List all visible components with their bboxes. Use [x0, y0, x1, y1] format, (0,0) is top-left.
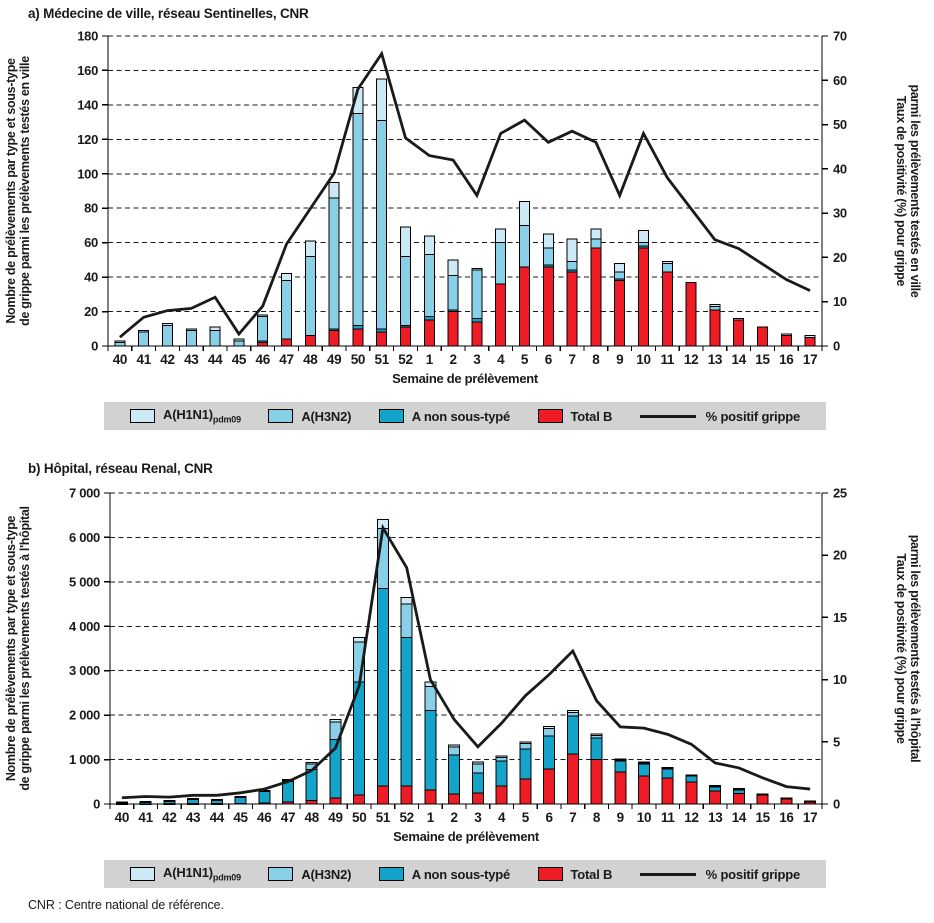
positivity-line: [122, 528, 810, 798]
bar-segment-total-b: [662, 272, 672, 346]
bar-segment-a-h1n1-pdm09: [472, 269, 482, 271]
bar-segment-a-h3n2-: [544, 728, 555, 736]
bar-segment-a-h3n2-: [449, 747, 460, 755]
bar-segment-a-h1n1-pdm09: [354, 637, 365, 641]
bar-segment-a-h1n1-pdm09: [496, 229, 506, 243]
bar-segment-a-h3n2-: [472, 270, 482, 318]
y-tick-label-left: 20: [84, 304, 98, 320]
positivity-line-icon: [640, 415, 696, 418]
x-tick-label: 10: [636, 810, 652, 825]
h3n2-swatch-icon: [268, 867, 293, 881]
bar-segment-total-b: [377, 786, 388, 804]
bar-segment-total-b: [686, 282, 696, 346]
y-tick-label-left: 140: [77, 97, 98, 113]
y-axis-label-right: parmi les prélèvements testés en ville: [908, 84, 922, 298]
x-tick-label: 44: [207, 352, 223, 367]
x-tick-label: 43: [184, 352, 199, 367]
y-tick-label-left: 120: [77, 131, 98, 147]
bar-segment-a-h1n1-pdm09: [164, 800, 175, 801]
bar-segment-a-non-sous-typ-: [353, 325, 363, 328]
bar-segment-a-h1n1-pdm09: [662, 768, 673, 769]
y-tick-label-left: 2 000: [68, 707, 100, 723]
bar-segment-a-h1n1-pdm09: [734, 318, 744, 320]
bar-segment-total-b: [615, 772, 626, 804]
chart-b-title: b) Hôpital, réseau Renal, CNR: [28, 461, 213, 476]
legend-item-positivity-line: [640, 409, 800, 424]
bar-segment-a-non-sous-typ-: [615, 761, 626, 772]
bar-segment-total-b: [329, 331, 339, 347]
bar-segment-a-h1n1-pdm09: [211, 800, 222, 801]
bar-segment-total-b: [591, 248, 601, 346]
a-non-soustype-swatch-icon: [379, 867, 404, 881]
legend-label-positivity: % positif grippe: [705, 866, 800, 882]
legend-label-total-b: Total B: [570, 866, 613, 882]
legend-label-a-non-soustype: A non sous-typé: [411, 408, 511, 424]
bar-segment-a-non-sous-typ-: [520, 749, 531, 779]
bar-segment-a-h1n1-pdm09: [188, 799, 199, 800]
bar-segment-total-b: [686, 782, 697, 804]
x-tick-label: 8: [592, 810, 601, 825]
bar-segment-a-h3n2-: [258, 317, 268, 341]
x-tick-label: 4: [497, 352, 505, 367]
bar-segment-total-b: [377, 332, 387, 346]
y-tick-label-left: 1 000: [68, 752, 100, 768]
bar-segment-a-h3n2-: [305, 256, 315, 335]
bar-segment-a-h1n1-pdm09: [496, 756, 507, 757]
legend-label-total-b: Total B: [570, 408, 613, 424]
bar-segment-total-b: [448, 312, 458, 346]
y-tick-label-right: 25: [833, 485, 847, 501]
x-tick-label: 8: [592, 352, 600, 367]
bar-segment-a-non-sous-typ-: [544, 736, 555, 769]
bar-segment-a-h1n1-pdm09: [710, 305, 720, 307]
bar-segment-total-b: [258, 343, 268, 346]
bar-segment-a-non-sous-typ-: [283, 781, 294, 801]
bar-segment-total-b: [401, 327, 411, 346]
x-tick-label: 17: [802, 810, 818, 825]
legend-item-h3n2: [268, 409, 351, 424]
bar-segment-a-h1n1-pdm09: [567, 239, 577, 261]
bar-segment-a-h3n2-: [234, 341, 244, 346]
bar-segment-total-b: [639, 776, 650, 804]
x-tick-label: 49: [328, 810, 343, 825]
bar-segment-total-b: [781, 799, 792, 804]
positivity-line-icon: [640, 873, 696, 876]
y-tick-label-right: 5: [833, 734, 840, 750]
bar-segment-a-h3n2-: [401, 256, 411, 325]
x-tick-label: 14: [731, 810, 747, 825]
x-tick-label: 16: [779, 810, 794, 825]
bar-segment-a-h1n1-pdm09: [186, 329, 196, 331]
bar-segment-a-h1n1-pdm09: [305, 241, 315, 257]
legend-item-a-non-soustype: [379, 409, 510, 424]
bar-segment-a-h1n1-pdm09: [639, 231, 649, 243]
bar-segment-total-b: [733, 793, 744, 804]
y-axis-label-left: de grippe parmi les prélèvements testés à l'hôpital: [18, 506, 32, 791]
h1n1-swatch-icon: [130, 867, 155, 881]
y-tick-label-right: 40: [833, 161, 847, 177]
y-tick-label-right: 10: [833, 294, 847, 310]
x-tick-label: 1: [426, 810, 435, 825]
footnote-cnr: CNR : Centre national de référence.: [28, 898, 224, 912]
x-tick-label: 15: [755, 810, 770, 825]
bar-segment-a-h3n2-: [353, 114, 363, 326]
y-tick-label-right: 0: [833, 796, 840, 812]
x-tick-label: 3: [474, 810, 482, 825]
x-tick-label: 6: [545, 810, 553, 825]
bar-segment-a-non-sous-typ-: [686, 776, 697, 782]
bar-segment-total-b: [758, 327, 768, 346]
bar-segment-a-h3n2-: [805, 801, 816, 802]
y-tick-label-right: 60: [833, 72, 847, 88]
bar-segment-a-h1n1-pdm09: [258, 315, 268, 317]
x-axis-label: Semaine de prélèvement: [392, 371, 538, 386]
x-tick-label: 49: [326, 352, 342, 367]
y-tick-label-left: 6 000: [68, 529, 100, 545]
y-tick-label-right: 10: [833, 672, 847, 688]
x-tick-label: 52: [398, 352, 413, 367]
x-tick-label: 44: [209, 810, 225, 825]
x-tick-label: 13: [707, 810, 723, 825]
bar-segment-a-h3n2-: [448, 275, 458, 309]
bar-segment-a-non-sous-typ-: [377, 329, 387, 332]
y-axis-label-right: Taux de positivité (%) pour grippe: [894, 553, 908, 744]
bar-segment-a-h3n2-: [116, 802, 127, 803]
positivity-line: [120, 54, 810, 337]
x-tick-label: 16: [779, 352, 794, 367]
chart-b-plot: [0, 478, 934, 856]
bar-segment-a-h1n1-pdm09: [544, 726, 555, 728]
total-b-swatch-icon: [538, 409, 563, 423]
bar-segment-a-non-sous-typ-: [424, 317, 434, 320]
bar-segment-a-h1n1-pdm09: [520, 201, 530, 225]
legend-label-h1n1: $A(H1N1)_{pdm09}$: [163, 865, 241, 883]
y-axis-label-left: de grippe parmi les prélèvements testés en ville: [18, 56, 32, 326]
bar-segment-a-h1n1-pdm09: [615, 263, 625, 272]
y-tick-label-left: 4 000: [68, 618, 100, 634]
bar-segment-total-b: [639, 248, 649, 346]
bar-segment-a-h1n1-pdm09: [115, 341, 125, 343]
y-axis-label-left: Nombre de prélèvements par type et sous-type: [4, 58, 18, 324]
x-tick-label: 45: [231, 352, 247, 367]
y-axis-label-left: Nombre de prélèvements par type et sous-type: [4, 515, 18, 782]
x-tick-label: 48: [303, 352, 318, 367]
bar-segment-a-non-sous-typ-: [401, 637, 412, 786]
bar-segment-a-h1n1-pdm09: [377, 79, 387, 120]
bar-segment-a-h1n1-pdm09: [449, 745, 460, 747]
bar-segment-total-b: [496, 284, 506, 346]
a-non-soustype-swatch-icon: [379, 409, 404, 423]
bar-segment-a-h3n2-: [472, 764, 483, 773]
x-tick-label: 42: [162, 810, 177, 825]
x-tick-label: 6: [544, 352, 552, 367]
bar-segment-a-h1n1-pdm09: [662, 262, 672, 264]
bar-segment-a-non-sous-typ-: [449, 755, 460, 794]
legend-label-a-non-soustype: A non sous-typé: [411, 866, 511, 882]
x-tick-label: 11: [660, 352, 675, 367]
x-tick-label: 45: [233, 810, 248, 825]
bar-segment-total-b: [449, 794, 460, 804]
bar-segment-a-h3n2-: [163, 325, 173, 346]
x-tick-label: 47: [280, 810, 296, 825]
x-tick-label: 13: [707, 352, 723, 367]
bar-segment-a-h3n2-: [591, 239, 601, 248]
bar-segment-a-non-sous-typ-: [639, 764, 650, 776]
x-tick-label: 12: [684, 810, 699, 825]
bar-segment-a-h1n1-pdm09: [567, 711, 578, 713]
bar-segment-total-b: [520, 779, 531, 804]
bar-segment-a-h3n2-: [639, 243, 649, 246]
y-tick-label-left: 100: [77, 166, 98, 182]
bar-segment-a-h3n2-: [424, 255, 434, 317]
bar-segment-a-h3n2-: [377, 120, 387, 328]
legend-label-positivity: % positif grippe: [705, 408, 800, 424]
x-tick-label: 46: [257, 810, 272, 825]
x-tick-label: 10: [636, 352, 651, 367]
bar-segment-a-h3n2-: [496, 757, 507, 761]
bar-segment-a-non-sous-typ-: [472, 318, 482, 321]
bar-segment-a-h3n2-: [543, 248, 553, 265]
x-tick-label: 15: [755, 352, 770, 367]
y-tick-label-left: 180: [77, 28, 98, 44]
x-tick-label: 12: [683, 352, 699, 367]
bar-segment-total-b: [496, 786, 507, 804]
bar-segment-a-h1n1-pdm09: [139, 331, 149, 333]
bar-segment-a-h1n1-pdm09: [401, 227, 411, 256]
legend-item-total-b: [538, 867, 613, 882]
bar-segment-total-b: [662, 778, 673, 804]
bar-segment-a-non-sous-typ-: [710, 787, 721, 791]
x-axis-label: Semaine de prélèvement: [393, 829, 539, 844]
bar-segment-a-h3n2-: [496, 243, 506, 284]
bar-segment-a-h1n1-pdm09: [234, 339, 244, 341]
bar-segment-a-h3n2-: [567, 712, 578, 716]
legend-label-h3n2: A(H3N2): [301, 408, 352, 424]
bar-segment-total-b: [330, 798, 341, 804]
bar-segment-a-h3n2-: [520, 225, 530, 266]
legend-item-h3n2: [268, 867, 351, 882]
bar-segment-total-b: [401, 786, 412, 804]
bar-segment-a-h3n2-: [425, 686, 436, 710]
bar-segment-a-non-sous-typ-: [306, 769, 317, 800]
bar-segment-a-h3n2-: [186, 331, 196, 347]
legend-label-h1n1: $A(H1N1)_{pdm09}$: [163, 407, 241, 425]
y-tick-label-left: 7 000: [68, 485, 100, 501]
y-tick-label-right: 30: [833, 205, 847, 221]
bar-segment-a-h1n1-pdm09: [306, 763, 317, 764]
bar-segment-a-h3n2-: [401, 604, 412, 637]
x-tick-label: 2: [449, 352, 457, 367]
bar-segment-total-b: [805, 337, 815, 346]
bar-segment-a-non-sous-typ-: [425, 711, 436, 790]
bar-segment-a-h3n2-: [615, 272, 625, 279]
bar-segment-a-non-sous-typ-: [567, 716, 578, 754]
x-tick-label: 50: [351, 810, 367, 825]
x-tick-label: 50: [350, 352, 366, 367]
bar-segment-a-h1n1-pdm09: [710, 785, 721, 786]
y-tick-label-right: 70: [833, 28, 847, 44]
bar-segment-a-non-sous-typ-: [781, 798, 792, 799]
bar-segment-a-h1n1-pdm09: [543, 234, 553, 248]
bar-segment-a-h1n1-pdm09: [163, 324, 173, 326]
bar-segment-a-h3n2-: [710, 306, 720, 309]
legend-item-h1n1: [130, 865, 241, 883]
y-tick-label-left: 3 000: [68, 663, 100, 679]
x-tick-label: 41: [138, 810, 153, 825]
x-tick-label: 14: [731, 352, 746, 367]
bar-segment-a-h1n1-pdm09: [448, 260, 458, 276]
chart-a-title: a) Médecine de ville, réseau Sentinelles, CNR: [28, 6, 309, 21]
bar-segment-a-non-sous-typ-: [259, 792, 270, 804]
bar-segment-total-b: [282, 339, 292, 346]
bar-segment-a-non-sous-typ-: [591, 738, 602, 759]
bar-segment-a-h1n1-pdm09: [235, 796, 246, 797]
legend-item-positivity-line: [640, 867, 800, 882]
chart-a-plot: [0, 0, 934, 396]
x-tick-label: 1: [425, 352, 433, 367]
x-tick-label: 42: [160, 352, 175, 367]
bar-segment-total-b: [472, 793, 483, 804]
total-b-swatch-icon: [538, 867, 563, 881]
x-tick-label: 51: [375, 810, 391, 825]
bar-segment-a-h3n2-: [139, 332, 149, 346]
x-tick-label: 3: [473, 352, 481, 367]
y-axis-label-right: parmi les prélèvements testés à l'hôpital: [908, 534, 922, 763]
bar-segment-a-h3n2-: [757, 794, 768, 795]
y-tick-label-left: 0: [91, 338, 98, 354]
bar-segment-a-h1n1-pdm09: [639, 762, 650, 763]
legend-item-a-non-soustype: [379, 867, 510, 882]
y-tick-label-left: 60: [84, 235, 98, 251]
bar-segment-total-b: [710, 310, 720, 346]
y-tick-label-right: 15: [833, 609, 847, 625]
bar-segment-total-b: [567, 754, 578, 804]
x-tick-label: 51: [374, 352, 389, 367]
bar-segment-a-h1n1-pdm09: [591, 734, 602, 735]
x-tick-label: 11: [660, 810, 675, 825]
legend-a: [104, 402, 826, 430]
bar-segment-total-b: [615, 281, 625, 346]
bar-segment-a-h3n2-: [567, 262, 577, 271]
y-tick-label-right: 20: [833, 249, 847, 265]
y-tick-label-left: 0: [93, 796, 100, 812]
bar-segment-a-h3n2-: [282, 281, 292, 340]
bar-segment-a-non-sous-typ-: [496, 761, 507, 786]
x-tick-label: 40: [114, 810, 130, 825]
bar-segment-a-h1n1-pdm09: [140, 801, 151, 802]
bar-segment-a-h3n2-: [329, 198, 339, 329]
bar-segment-a-h1n1-pdm09: [733, 788, 744, 789]
y-tick-label-right: 50: [833, 117, 847, 133]
x-tick-label: 48: [304, 810, 319, 825]
bar-segment-a-h1n1-pdm09: [401, 597, 412, 604]
x-tick-label: 52: [399, 810, 414, 825]
bar-segment-a-h1n1-pdm09: [591, 229, 601, 239]
bar-segment-a-h1n1-pdm09: [424, 236, 434, 255]
y-tick-label-left: 160: [77, 62, 98, 78]
bar-segment-a-h3n2-: [520, 744, 531, 749]
x-tick-label: 41: [136, 352, 151, 367]
x-tick-label: 9: [616, 352, 624, 367]
legend-item-total-b: [538, 409, 613, 424]
h3n2-swatch-icon: [268, 409, 293, 423]
bar-segment-total-b: [567, 272, 577, 346]
bar-segment-total-b: [354, 795, 365, 804]
bar-segment-a-h1n1-pdm09: [329, 182, 339, 198]
bar-segment-total-b: [543, 267, 553, 346]
bar-segment-a-h1n1-pdm09: [282, 274, 292, 281]
bar-segment-a-h1n1-pdm09: [615, 759, 626, 760]
bar-segment-a-h3n2-: [662, 263, 672, 272]
bar-segment-a-h1n1-pdm09: [686, 775, 697, 776]
bar-segment-total-b: [710, 791, 721, 804]
bar-segment-a-non-sous-typ-: [377, 589, 388, 787]
x-tick-label: 43: [185, 810, 201, 825]
bar-segment-total-b: [544, 769, 555, 804]
bar-segment-a-h1n1-pdm09: [805, 336, 815, 338]
bar-segment-a-h1n1-pdm09: [330, 720, 341, 722]
bar-segment-total-b: [591, 760, 602, 804]
bar-segment-a-non-sous-typ-: [235, 797, 246, 803]
h1n1-swatch-icon: [130, 409, 155, 423]
bar-segment-total-b: [353, 329, 363, 346]
y-tick-label-right: 0: [833, 338, 840, 354]
y-tick-label-right: 20: [833, 547, 847, 563]
bar-segment-total-b: [472, 322, 482, 346]
x-tick-label: 46: [255, 352, 270, 367]
y-tick-label-left: 5 000: [68, 574, 100, 590]
bar-segment-a-non-sous-typ-: [472, 773, 483, 793]
y-axis-label-right: Taux de positivité (%) pour grippe: [894, 95, 908, 287]
x-tick-label: 9: [616, 810, 624, 825]
x-tick-label: 47: [279, 352, 294, 367]
bar-segment-total-b: [306, 800, 317, 804]
bar-segment-a-h1n1-pdm09: [781, 334, 791, 336]
bar-segment-total-b: [425, 790, 436, 804]
legend-b: [104, 860, 826, 888]
bar-segment-a-non-sous-typ-: [662, 769, 673, 778]
legend-item-h1n1: [130, 407, 241, 425]
y-tick-label-left: 80: [84, 200, 98, 216]
bar-segment-a-h3n2-: [210, 331, 220, 347]
y-tick-label-left: 40: [84, 269, 98, 285]
bar-segment-total-b: [424, 320, 434, 346]
bar-segment-total-b: [305, 336, 315, 346]
x-tick-label: 5: [520, 352, 529, 367]
bar-segment-total-b: [734, 320, 744, 346]
x-tick-label: 2: [450, 810, 458, 825]
x-tick-label: 5: [521, 810, 529, 825]
bar-segment-a-h1n1-pdm09: [210, 327, 220, 330]
legend-label-h3n2: A(H3N2): [301, 866, 352, 882]
x-tick-label: 40: [112, 352, 128, 367]
x-tick-label: 7: [569, 810, 577, 825]
bar-segment-total-b: [757, 795, 768, 804]
bar-segment-a-h1n1-pdm09: [472, 762, 483, 764]
x-tick-label: 17: [802, 352, 818, 367]
bar-segment-total-b: [781, 336, 791, 346]
bar-segment-total-b: [520, 267, 530, 346]
x-tick-label: 7: [568, 352, 576, 367]
bar-segment-a-h1n1-pdm09: [520, 742, 531, 744]
bar-segment-a-h3n2-: [115, 343, 125, 346]
x-tick-label: 4: [497, 810, 506, 825]
